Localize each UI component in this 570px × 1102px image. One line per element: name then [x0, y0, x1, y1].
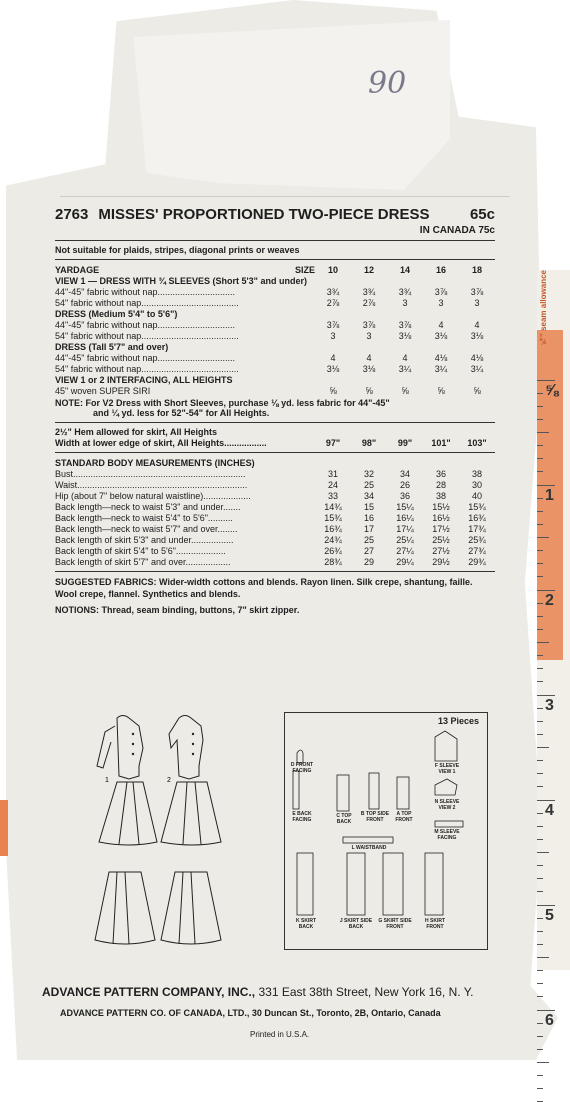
piece-label-e: E BACK FACING [292, 811, 312, 823]
measurement-row-value: 28 [435, 479, 446, 490]
yardage-row-value: 4⅛ [434, 352, 448, 363]
ruler-subtick [537, 616, 543, 617]
title-row [55, 206, 495, 223]
measurement-row-value: 15 [363, 501, 374, 512]
yardage-section-title-label: VIEW 1 — DRESS WITH ¾ SLEEVES (Short 5'3" and under) [55, 275, 307, 286]
measurement-row [55, 545, 495, 556]
company-name: ADVANCE PATTERN COMPANY, INC., [42, 985, 256, 999]
yardage-row [55, 363, 495, 374]
yardage-row-value: 4⅛ [470, 352, 484, 363]
notions [55, 604, 495, 616]
ruler-subtick [537, 668, 543, 669]
skirt-width-row-value: 101" [431, 437, 451, 448]
measurement-row [55, 468, 495, 479]
ruler-subtick [537, 419, 543, 420]
ruler-subtick [537, 865, 543, 866]
ruler-subtick [537, 721, 543, 722]
ruler-subtick [537, 563, 543, 564]
yardage-row-value: 4 [474, 319, 480, 330]
ruler-subtick [537, 957, 549, 958]
piece-label-c: C TOP BACK [336, 813, 352, 825]
ruler-subtick [537, 458, 543, 459]
ruler-subtick [537, 813, 543, 814]
piece-label-f: F SLEEVE VIEW 1 [434, 763, 460, 775]
measurement-row-value: 15¼ [396, 501, 414, 512]
yardage-row-value: ⅝ [365, 385, 373, 396]
yardage-row-value: 4 [438, 319, 444, 330]
size-label: SIZE [294, 264, 315, 275]
pattern-price: 65c [469, 206, 495, 223]
measurement-row-value: 16¾ [468, 512, 486, 523]
ruler-subtick [537, 445, 543, 446]
ruler-subtick [537, 655, 543, 656]
yardage-row-value: 3⅞ [434, 286, 448, 297]
yardage-row-value: 3 [474, 297, 480, 308]
fabrics-text: Wider-width cottons and blends. Rayon linen. Silk crepe, shantung, faille. Wool crepe, flannel. Synthetics and blends. [55, 577, 473, 599]
ruler-subtick [537, 471, 543, 472]
size-column-header: 10 [327, 264, 338, 275]
company-address: 331 East 38th Street, New York 16, N. Y. [258, 985, 474, 999]
measurement-row-value: 17¾ [468, 523, 486, 534]
measurement-row-value: 16¼ [396, 512, 414, 523]
suitability-note: Not suitable for plaids, stripes, diagonal prints or weaves [55, 245, 300, 255]
ruler-subtick [537, 498, 543, 499]
yardage-section-title [55, 374, 495, 385]
measurement-row-value: 36 [435, 468, 446, 479]
measurement-row [55, 490, 495, 501]
ruler-subtick [537, 524, 543, 525]
ruler-subtick [537, 1075, 543, 1076]
measurement-row-value: 38 [471, 468, 482, 479]
canada-price: IN CANADA 75c [419, 225, 495, 236]
yardage-row-value: ⅝ [329, 385, 337, 396]
size-column-header: 12 [363, 264, 374, 275]
ruler-subtick [537, 839, 543, 840]
yardage-row-value: 3¾ [326, 286, 340, 297]
yardage-row-value: 3⅞ [362, 319, 376, 330]
yardage-row-value: 3⅞ [470, 286, 484, 297]
notions-label: NOTIONS: [55, 605, 99, 615]
ruler-tick [537, 695, 555, 696]
measurement-row-value: 29¾ [468, 556, 486, 567]
yardage-row-value: ⅝ [473, 385, 481, 396]
ruler-tick [537, 485, 555, 486]
ruler-tick [537, 380, 555, 381]
yardage-row-label: 54" fabric without nap....................................... [55, 330, 239, 341]
ruler-subtick [537, 996, 543, 997]
measurement-row-value: 15¾ [324, 512, 342, 523]
yardage-row-label: 54" fabric without nap....................................... [55, 297, 239, 308]
yardage-row-value: 3¼ [434, 363, 448, 374]
measurement-row [55, 512, 495, 523]
ruler-number: 4 [545, 802, 554, 819]
yardage-row-value: 2⅞ [326, 297, 340, 308]
skirt-width-row-value: 98" [361, 437, 377, 448]
ruler-subtick [537, 878, 543, 879]
ruler-subtick [537, 393, 543, 394]
yardage-section-title [55, 275, 495, 286]
measurement-row-value: 36 [399, 490, 410, 501]
yardage-section-title-label: DRESS (Tall 5'7" and over) [55, 341, 169, 352]
yardage-row-label: 54" fabric without nap....................................... [55, 363, 239, 374]
ruler-tick [537, 905, 555, 906]
measurement-row-value: 27½ [432, 545, 450, 556]
piece-label-b: B TOP SIDE FRONT [360, 811, 390, 823]
yardage-row-value: 4 [330, 352, 336, 363]
measurement-row-value: 31 [327, 468, 338, 479]
ruler-subtick [537, 629, 543, 630]
orange-edge-strip [0, 800, 8, 856]
measurement-row [55, 534, 495, 545]
ruler-subtick [537, 944, 543, 945]
ruler-number: ⅝ [545, 382, 559, 399]
piece-label-j: J SKIRT SIDE BACK [339, 918, 373, 930]
yardage-row [55, 330, 495, 341]
yardage-row-value: 3¼ [398, 363, 412, 374]
hem-width-table [55, 437, 495, 448]
fabrics-label: SUGGESTED FABRICS: [55, 577, 157, 587]
ruler-subtick [537, 1036, 543, 1037]
ruler-subtick [537, 931, 543, 932]
measurement-row-value: 27¾ [468, 545, 486, 556]
ruler-tick [537, 1010, 555, 1011]
yardage-label: YARDAGE [55, 264, 100, 275]
seam-allowance-label: ⅝" seam allowance [539, 270, 548, 346]
measurement-row-value: 25¼ [396, 534, 414, 545]
ruler-tick [537, 590, 555, 591]
measurement-row-value: 25 [363, 534, 374, 545]
notions-text: Thread, seam binding, buttons, 7" skirt zipper. [101, 605, 300, 615]
measurement-row-value: 16 [363, 512, 374, 523]
skirt-width-row-value: 97" [325, 437, 341, 448]
ruler-subtick [537, 734, 543, 735]
ruler-subtick [537, 537, 549, 538]
yardage-row [55, 352, 495, 363]
pattern-title: MISSES' PROPORTIONED TWO-PIECE DRESS [98, 206, 430, 223]
measurements-table [55, 457, 495, 567]
measurement-row-value: 25¾ [468, 534, 486, 545]
yardage-row [55, 286, 495, 297]
ruler-subtick [537, 983, 543, 984]
view-2-label: 2 [167, 777, 171, 784]
yardage-section-title [55, 341, 495, 352]
yardage-header-row [55, 264, 495, 275]
measurements-title [55, 457, 495, 468]
yardage-row-label: 45" woven SUPER SIRI [55, 385, 151, 396]
measurement-row-value: 15½ [432, 501, 450, 512]
ruler-subtick [537, 1023, 543, 1024]
piece-label-g: G SKIRT SIDE FRONT [378, 918, 412, 930]
yardage-row-value: 4 [402, 352, 408, 363]
measurement-row-value: 27¼ [396, 545, 414, 556]
suggested-fabrics [55, 576, 495, 600]
ruler-subtick [537, 681, 543, 682]
yardage-row-value: 3⅛ [470, 330, 484, 341]
ruler-subtick [537, 708, 543, 709]
ruler-subtick [537, 1049, 543, 1050]
ruler-subtick [537, 406, 543, 407]
piece-label-h: H SKIRT FRONT [424, 918, 445, 930]
measurement-row [55, 479, 495, 490]
yardage-row-value: 3⅛ [398, 330, 412, 341]
yardage-row-value: 3 [330, 330, 336, 341]
ruler-tick [537, 800, 555, 801]
torn-envelope-flap [120, 20, 450, 190]
yardage-section-title [55, 308, 495, 319]
yardage-row-value: 3¼ [470, 363, 484, 374]
measurement-row [55, 501, 495, 512]
yardage-row-value: ⅝ [437, 385, 445, 396]
ruler-number: 1 [545, 487, 554, 504]
ruler-subtick [537, 773, 543, 774]
measurement-row-value: 34 [363, 490, 374, 501]
ruler-subtick [537, 852, 549, 853]
measurement-row-label: Back length—neck to waist 5'3" and under....... [55, 501, 241, 512]
piece-label-m: M SLEEVE FACING [434, 829, 460, 841]
ruler-number: 6 [545, 1012, 554, 1029]
measurement-row-value: 40 [471, 490, 482, 501]
measurement-row-value: 32 [363, 468, 374, 479]
measurement-row-value: 28¾ [324, 556, 342, 567]
ruler-subtick [537, 891, 543, 892]
yardage-row-value: 3¾ [398, 286, 412, 297]
skirt-width-row-label: Width at lower edge of skirt, All Heights................. [55, 437, 267, 448]
measurement-row-value: 15¾ [468, 501, 486, 512]
hem-allowance: 2½" Hem allowed for skirt, All Heights [55, 427, 217, 437]
measurement-row-label: Back length of skirt 5'7" and over.................. [55, 556, 231, 567]
ruler-subtick [537, 970, 543, 971]
yardage-row-value: 3¾ [362, 286, 376, 297]
yardage-row-value: 3⅛ [434, 330, 448, 341]
canada-company: ADVANCE PATTERN CO. OF CANADA, LTD., 30 Duncan St., Toronto, 2B, Ontario, Canada [60, 1008, 441, 1018]
yardage-section-title-label: VIEW 1 or 2 INTERFACING, ALL HEIGHTS [55, 374, 233, 385]
pattern-number: 2763 [55, 206, 89, 223]
measurement-row-label: Hip (about 7" below natural waistline)................... [55, 490, 251, 501]
measurement-row-value: 24 [327, 479, 338, 490]
ruler-subtick [537, 1062, 549, 1063]
piece-label-n: N SLEEVE VIEW 2 [434, 799, 460, 811]
measurement-row-value: 26¾ [324, 545, 342, 556]
yardage-row-value: 3⅛ [326, 363, 340, 374]
ruler-number: 2 [545, 592, 554, 609]
yardage-row-value: 3⅞ [398, 319, 412, 330]
yardage-row [55, 319, 495, 330]
yardage-row-value: 3⅞ [326, 319, 340, 330]
measurement-row-value: 14¾ [324, 501, 342, 512]
pattern-info [55, 206, 495, 616]
measurement-row-value: 29¼ [396, 556, 414, 567]
measurement-row-value: 33 [327, 490, 338, 501]
measurement-row-value: 17 [363, 523, 374, 534]
ruler-number: 3 [545, 697, 554, 714]
ruler-subtick [537, 760, 543, 761]
measurement-row-value: 30 [471, 479, 482, 490]
yardage-row [55, 385, 495, 396]
yardage-note-2: and ¼ yd. less for 52"-54" for All Heights. [93, 408, 270, 418]
yardage-row-value: 3⅛ [362, 363, 376, 374]
ruler-subtick [537, 826, 543, 827]
skirt-width-row [55, 437, 495, 448]
ruler-subtick [537, 786, 543, 787]
piece-label-l: L WAISTBAND [351, 845, 387, 851]
measurement-row-value: 26 [399, 479, 410, 490]
printed-in: Printed in U.S.A. [250, 1030, 310, 1039]
measurement-row-label: Back length—neck to waist 5'7" and over........ [55, 523, 238, 534]
size-column-header: 18 [471, 264, 482, 275]
ruler-subtick [537, 432, 549, 433]
measurement-row-value: 16½ [432, 512, 450, 523]
measurement-row-value: 16¾ [324, 523, 342, 534]
measurement-row-value: 24¾ [324, 534, 342, 545]
fold-crease [60, 196, 510, 197]
measurement-row-label: Back length—neck to waist 5'4" to 5'6".......... [55, 512, 233, 523]
yardage-row-value: 4 [366, 352, 372, 363]
yardage-row-value: ⅝ [401, 385, 409, 396]
company-line [42, 985, 474, 999]
yardage-row-value: 3 [366, 330, 372, 341]
measuring-tape [537, 270, 570, 1029]
measurement-row-value: 29 [363, 556, 374, 567]
ruler-subtick [537, 1088, 543, 1089]
measurement-row [55, 523, 495, 534]
measurement-row-value: 27 [363, 545, 374, 556]
measurement-row-value: 25 [363, 479, 374, 490]
yardage-table [55, 264, 495, 396]
measurement-row-value: 38 [435, 490, 446, 501]
measurement-row-value: 17½ [432, 523, 450, 534]
measurement-row-value: 34 [399, 468, 410, 479]
size-column-header: 14 [399, 264, 410, 275]
ruler-subtick [537, 511, 543, 512]
view-illustrations [89, 712, 231, 952]
yardage-section-title-label: DRESS (Medium 5'4" to 5'6") [55, 308, 178, 319]
piece-label-d: D FRONT FACING [290, 762, 314, 774]
ruler-subtick [537, 576, 543, 577]
yardage-row [55, 297, 495, 308]
ruler-number: 5 [545, 907, 554, 924]
measurement-row-value: 17¼ [396, 523, 414, 534]
yardage-row-value: 3 [402, 297, 408, 308]
yardage-note-1: NOTE: For V2 Dress with Short Sleeves, purchase ⅛ yd. less fabric for 44"-45" [55, 398, 390, 408]
ruler-subtick [537, 918, 543, 919]
pattern-pieces-box [284, 712, 488, 950]
measurement-row-value: 25½ [432, 534, 450, 545]
yardage-row-value: 3 [438, 297, 444, 308]
measurements-title-label: STANDARD BODY MEASUREMENTS (INCHES) [55, 457, 255, 468]
ruler-subtick [537, 747, 549, 748]
yardage-row-label: 44"-45" fabric without nap............................... [55, 352, 235, 363]
pieces-count: 13 Pieces [437, 716, 479, 726]
size-column-header: 16 [435, 264, 446, 275]
ruler-subtick [537, 603, 543, 604]
measurement-row-label: Bust..................................................................... [55, 468, 246, 479]
piece-label-k: K SKIRT BACK [295, 918, 316, 930]
view-1-label: 1 [105, 777, 109, 784]
measurement-row [55, 556, 495, 567]
ruler-subtick [537, 642, 549, 643]
yardage-row-value: 2⅞ [362, 297, 376, 308]
skirt-width-row-value: 99" [397, 437, 413, 448]
handwritten-note: 90 [368, 66, 407, 101]
measurement-row-label: Waist.................................................................... [55, 479, 248, 490]
skirt-width-row-value: 103" [467, 437, 487, 448]
measurement-row-label: Back length of skirt 5'3" and under................. [55, 534, 234, 545]
measurement-row-value: 29½ [432, 556, 450, 567]
yardage-row-label: 44"-45" fabric without nap............................... [55, 319, 235, 330]
ruler-subtick [537, 550, 543, 551]
piece-label-a: A TOP FRONT [395, 811, 413, 823]
measurement-row-label: Back length of skirt 5'4" to 5'6".................... [55, 545, 226, 556]
yardage-row-label: 44"-45" fabric without nap............................... [55, 286, 235, 297]
